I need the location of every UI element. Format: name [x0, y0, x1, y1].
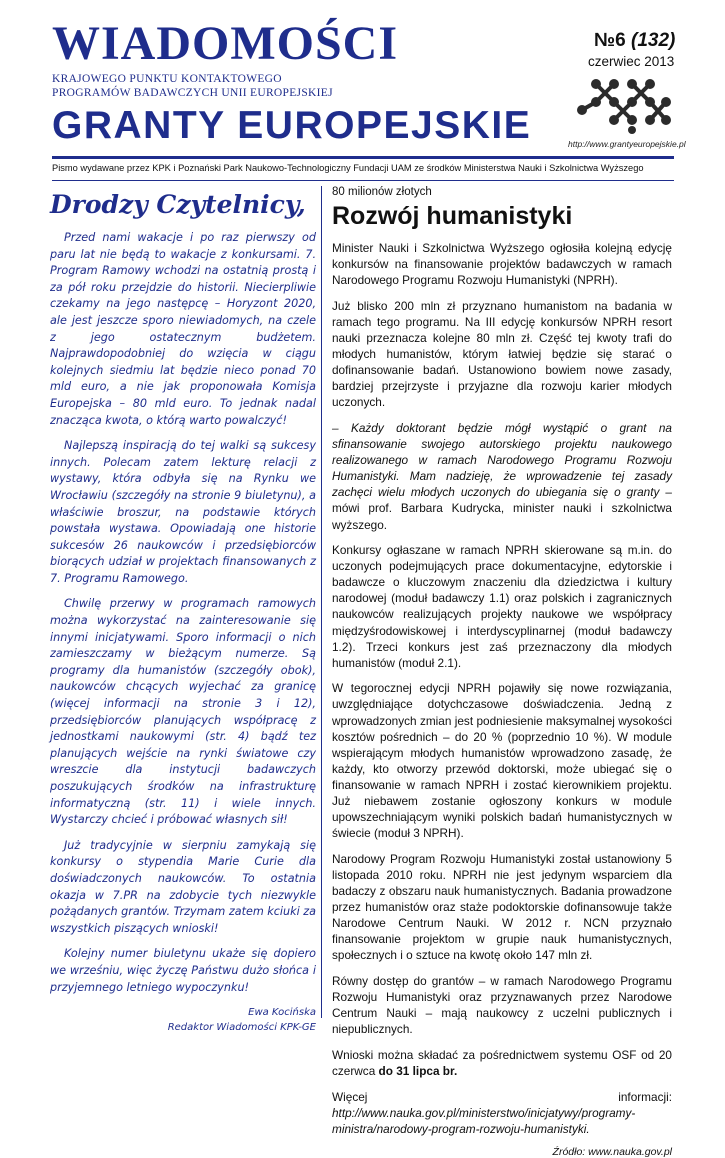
issue-number — [594, 30, 675, 52]
article-kicker: 80 milionów złotych — [332, 186, 432, 198]
article-paragraph: Już blisko 200 mln zł przyznano humanistom na badania w ramach tego programu. Na III edycję konkursów NPRH resort nauki przeznacza kolejne 80 mln zł. Część tej kwoty trafi do młodych humanistów, którym łatwiej będzie się starać o dofinansowanie badań. Ustanowiono bowiem nowe zasady, bardziej przejrzyste i przyjazne dla rozwoju karier młodych uczonych. — [332, 298, 672, 410]
editorial-paragraph: Kolejny numer biuletynu ukaże się dopiero we wrześniu, więc życzę Państwu dużo słońca i przyjemnego letniego wypoczynku! — [50, 947, 316, 994]
editorial-paragraph: Już tradycyjnie w sierpniu zamykają się konkursy o stypendia Marie Curie dla doświadczonych naukowców. To ostatnia okazja w 7.PR na zdobycie tych niezwykle pożądanych grantów. Trzymam zatem kciuki za wszystkich piszących wnioski! — [50, 838, 316, 935]
signature-name: Ewa Kocińska — [248, 1007, 316, 1019]
publisher-note: Pismo wydawane przez KPK i Poznański Park Naukowo-Technologiczny Fundacji UAM ze środków Ministerstwa Nauki i Szkolnictwa Wyższego — [52, 163, 644, 173]
brand-title: GRANTY EUROPEJSKIE — [52, 104, 532, 147]
article-quote-paragraph — [332, 420, 672, 533]
article-body — [332, 240, 672, 1137]
issue-date: czerwiec 2013 — [588, 54, 675, 69]
article-headline: Rozwój humanistyki — [332, 202, 573, 230]
issue-serial: (132) — [631, 30, 676, 51]
deadline-text: Wnioski można składać za pośrednictwem systemu OSF od 20 czerwca — [332, 1047, 672, 1078]
editorial-paragraph: Najlepszą inspiracją do tej walki są sukcesy innych. Polecam zatem lekturę relacji z wystawy, która odbyła się na Rynku we Wrocławiu (szczegóły na stronie 9 biuletynu), a właściwie broszur, na podstawie których powstała wystawa. Opowiadają one historie sukcesów 26 naukowców i przedsiębiorców biorących udział w projektach finansowanych z 7. Programu Ramowego. — [50, 439, 316, 585]
article-source: Źródło: www.nauka.gov.pl — [552, 1146, 672, 1158]
publisher-divider — [52, 180, 674, 181]
editorial-paragraph: Przed nami wakacje i po raz pierwszy od paru lat nie będą to wakacje z konkursami. 7. Program Ramowy wchodzi na ostatnią prostą i za pół roku przejdzie do historii. Niecierpliwie czekamy na jego następcę – Horyzont 2020, ale jest jeszcze sporo niewiadomych, na czele z jego ostatecznym budżetem. Najprawdopodobniej do wzięcia w ciągu kolejnych siedmiu lat będzie nieco ponad 70 mld euro, a nie jak proponowała Komisja Europejska – 80 mld euro. To jednak nadal znacząca kwota, o którą warto powalczyć! — [50, 231, 316, 427]
article-paragraph: W tegorocznej edycji NPRH pojawiły się nowe rozwiązania, uwzględniające dotychczasowe doświadczenia. Jedną z wprowadzonych zmian jest podniesienie maksymalnej wysokości kosztów pośrednich – do 20 % (poprzednio 10 %). W module wspierającym młodych humanistów wprowadzono zasadę, że każdy, kto otworzy przewód doktorski, może ubiegać się o finansowanie w ramach NPRH i zostać kierownikiem projektu. Już niebawem zostanie ogłoszony konkurs w module upowszechniającym wyniki polskich badań humanistycznych w świecie (moduł 3 NPRH). — [332, 681, 672, 841]
editorial-greeting: Drodzy Czytelnicy, — [50, 190, 306, 219]
more-info-link[interactable]: http://www.nauka.gov.pl/ministerstwo/inicjatywy/programy-ministra/narodowy-program-rozwoju-humanistyki. — [332, 1105, 636, 1136]
editorial-column — [50, 186, 316, 1035]
masthead-subtitle-line2: PROGRAMÓW BADAWCZYCH UNII EUROPEJSKIEJ — [52, 87, 333, 99]
editorial-body — [50, 230, 316, 996]
signature-role: Redaktor Wiadomości KPK-GE — [167, 1022, 316, 1034]
masthead-title: WIADOMOŚCI — [52, 17, 399, 70]
editorial-signature — [50, 1005, 316, 1035]
molecule-logo-icon — [574, 74, 674, 136]
website-url[interactable]: http://www.grantyeuropejskie.pl — [568, 139, 686, 149]
more-info-label: Więcej informacji: — [332, 1089, 672, 1104]
header-divider — [52, 156, 674, 159]
article-paragraph: Narodowy Program Rozwoju Humanistyki został ustanowiony 5 listopada 2010 roku. NPRH nie jest jedynym wsparciem dla badaczy z obszaru nauk humanistycznych. Badania prowadzone przez humanistów oraz staże podoktorskie dofinansowuje także Narodowe Centrum Nauki. W 2012 r. NCN przyznało finansowanie projektom w grupie nauk humanistycznych, społecznych i o sztuce na kwotę około 147 mln zł. — [332, 851, 672, 963]
article-paragraph: Konkursy ogłaszane w ramach NPRH skierowane są m.in. do uczonych podejmujących prace dokumentacyjne, edytorskie i badawcze o kluczowym znaczeniu dla dziedzictwa i kultury narodowej (moduł badawczy 1.1) oraz polskich i zagranicznych naukowców realizujących projekty naukowe we współpracy międzyśrodowiskowej i interdyscyplinarnej (moduł badawczy 1.2). Trzeci konkurs jest zaś przeznaczony dla młodych humanistów (moduł 2.1). — [332, 543, 672, 670]
article-paragraph: Równy dostęp do grantów – w ramach Narodowego Programu Rozwoju Humanistyki oraz przyznawanych przez Narodowe Centrum Nauki – mają naukowcy z uczelni publicznych i niepublicznych. — [332, 973, 672, 1037]
article-deadline-paragraph — [332, 1047, 672, 1079]
editorial-paragraph: Chwilę przerwy w programach ramowych można wykorzystać na zainteresowanie się innymi inicjatywami. Sporo informacji o nich zamieszczamy w bieżącym numerze. Są programy dla humanistów (szczegóły obok), naukowców chcących wyjechać za granicę (więcej informacji na stronie 3 i 12), przedsiębiorców planujących współpracę z jednostkami naukowymi (str. 4) bądź tez planujących wejście na rynki światowe czy wreszcie dla instytucji badawczych poszukujących środków na infrastrukturę informatyczną (str. 11) i wiele innych. Wystarczy chcieć i próbować własnych sił! — [50, 597, 316, 827]
masthead-subtitle-line1: KRAJOWEGO PUNKTU KONTAKTOWEGO — [52, 73, 282, 85]
quote-attribution: – mówi prof. Barbara Kudrycka, minister nauki i szkolnictwa wyższego. — [332, 485, 672, 532]
deadline-date: do 31 lipca br. — [378, 1063, 458, 1078]
article-paragraph: Minister Nauki i Szkolnictwa Wyższego ogłosiła kolejną edycję konkursów na finansowanie projektów badawczych w ramach Narodowego Programu Rozwoju Humanistyki (NPRH). — [332, 241, 672, 288]
column-divider — [321, 186, 322, 1018]
article-quote: – Każdy doktorant będzie mógł wystąpić o grant na sfinansowanie swojego autorskiego projektu naukowego realizowanego w ramach Narodowego Programu Rozwoju Humanistyki. Mam nadzieję, że wprowadzenie tej zasady zachęci wielu młodych uczonych do ubiegania się o granty — [332, 420, 672, 500]
masthead-subtitle — [52, 72, 333, 100]
more-info-paragraph — [332, 1089, 672, 1137]
article-column — [332, 186, 672, 1158]
issue-prefix: №6 — [594, 30, 626, 51]
